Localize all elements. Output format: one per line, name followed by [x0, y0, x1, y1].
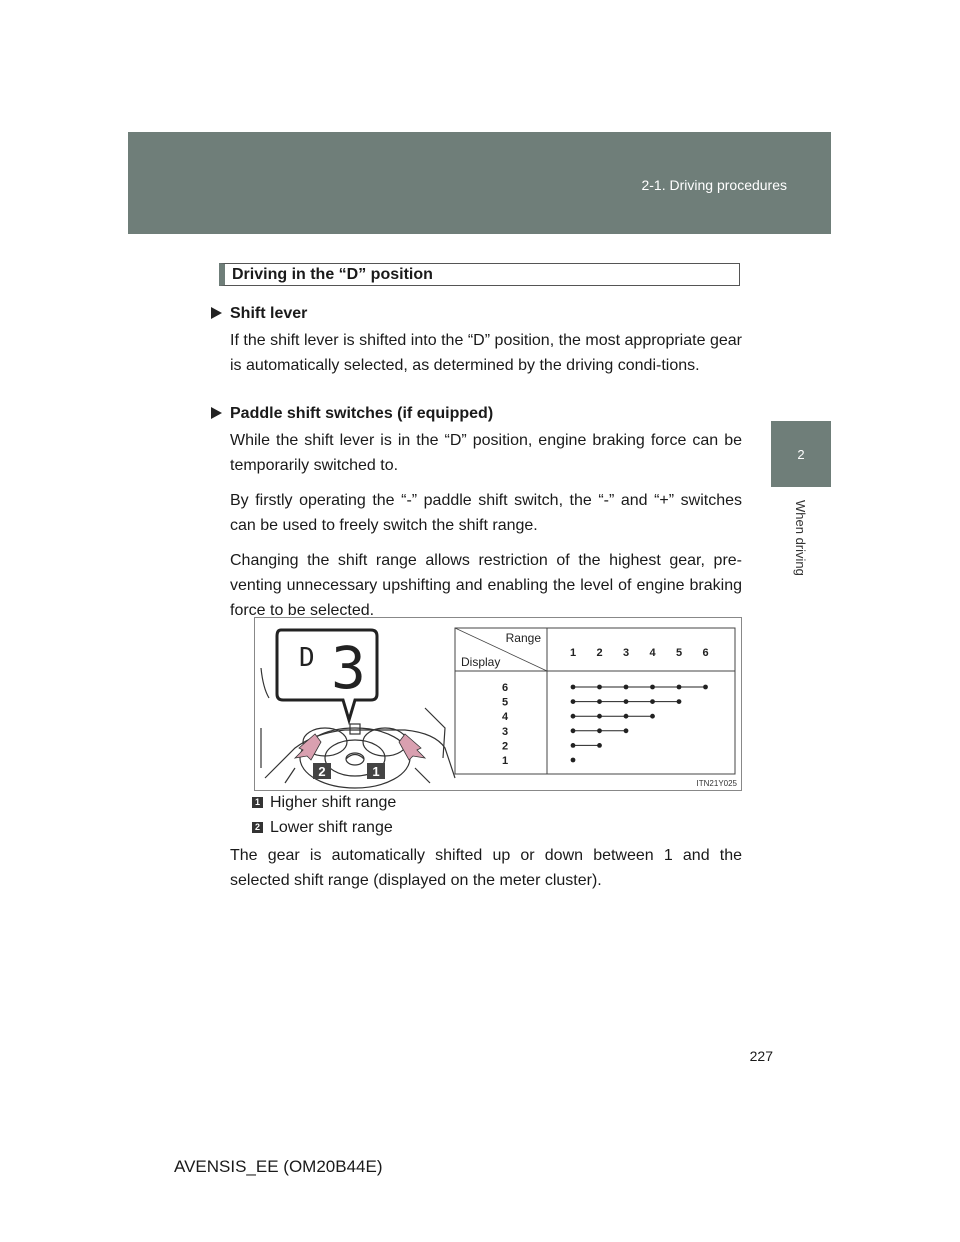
chapter-label-text: When driving [793, 500, 808, 576]
range-dot [624, 714, 629, 719]
header-band [128, 132, 831, 234]
callout-badge-2 [313, 763, 331, 779]
range-column-label: 6 [702, 647, 709, 659]
closing-text: The gear is automatically shifted up or down between 1 and the selected shift range (displayed on the meter cluster). [230, 847, 742, 889]
legend-badge-2: 2 [252, 822, 263, 833]
section-title: Driving in the “D” position [219, 263, 740, 286]
range-dot [677, 699, 682, 704]
bullet-icon [211, 407, 222, 419]
callout-badge-1 [367, 763, 385, 779]
range-dot [571, 699, 576, 704]
model-code: AVENSIS_EE (OM20B44E) [174, 1157, 383, 1176]
legend-text-2: Lower shift range [270, 819, 393, 836]
range-dot [571, 758, 576, 763]
range-column-label: 4 [649, 647, 656, 659]
legend-item-lower [252, 818, 393, 838]
display-row-label: 5 [501, 696, 509, 709]
figure-illustration [255, 618, 742, 791]
legend-badge-1: 1 [252, 797, 263, 808]
figure-code: ITN21Y025 [696, 779, 737, 788]
range-dot [703, 685, 708, 690]
range-dot [624, 728, 629, 733]
range-column-label: 3 [622, 647, 630, 659]
range-dot [624, 685, 629, 690]
range-dot [650, 699, 655, 704]
meter-display-bubble [277, 630, 377, 720]
range-dot [597, 685, 602, 690]
shift-range-figure [254, 617, 742, 791]
paddle-block [230, 401, 742, 623]
display-row-label: 1 [501, 755, 509, 767]
display-letter: D [299, 643, 315, 673]
display-row-label: 3 [501, 725, 509, 738]
legend-text-1: Higher shift range [270, 794, 397, 811]
paddle-text-1: While the shift lever is in the “D” position, engine braking force can be temporarily switched to. [230, 432, 742, 474]
legend-item-higher [252, 793, 396, 813]
shift-lever-block [230, 301, 742, 378]
range-dot [650, 685, 655, 690]
range-dot [571, 714, 576, 719]
range-dot [597, 728, 602, 733]
range-dot [650, 714, 655, 719]
chapter-tab[interactable] [771, 421, 831, 487]
table-header-range: Range [505, 631, 541, 645]
range-dot [677, 685, 682, 690]
range-dot [624, 699, 629, 704]
range-column-label: 2 [596, 647, 603, 659]
range-dot [597, 699, 602, 704]
range-dot [597, 714, 602, 719]
range-dot [571, 728, 576, 733]
display-row-label: 4 [501, 711, 509, 724]
paddle-heading: Paddle shift switches (if equipped) [230, 405, 494, 422]
range-dot [571, 685, 576, 690]
shift-lever-text: If the shift lever is shifted into the “D” position, the most appropriate gear is automatically selected, as determined by the driving condi-tions. [230, 332, 742, 374]
display-digit: 3 [331, 634, 366, 702]
svg-text:1: 1 [372, 764, 380, 779]
range-column-label: 1 [569, 647, 577, 659]
paddle-text-2: By firstly operating the “-” paddle shift switch, the “-” and “+” switches can be used to freely switch the shift range. [230, 492, 742, 534]
chapter-number: 2 [797, 446, 805, 462]
page-number: 227 [749, 1048, 773, 1064]
display-row-label: 2 [501, 740, 509, 753]
shift-lever-heading: Shift lever [230, 305, 308, 322]
range-dot [571, 743, 576, 748]
range-column-label: 5 [675, 647, 683, 659]
table-header-display: Display [461, 655, 501, 669]
shift-range-table [455, 628, 735, 774]
bullet-icon [211, 307, 222, 319]
svg-text:2: 2 [318, 764, 326, 779]
range-dot [597, 743, 602, 748]
paddle-text-3: Changing the shift range allows restriction of the highest gear, pre-venting unnecessary upshifting and enabling the level of engine braking force to be selected. [230, 552, 742, 619]
header-section-title: 2-1. Driving procedures [641, 177, 787, 193]
display-row-label: 6 [501, 682, 509, 694]
